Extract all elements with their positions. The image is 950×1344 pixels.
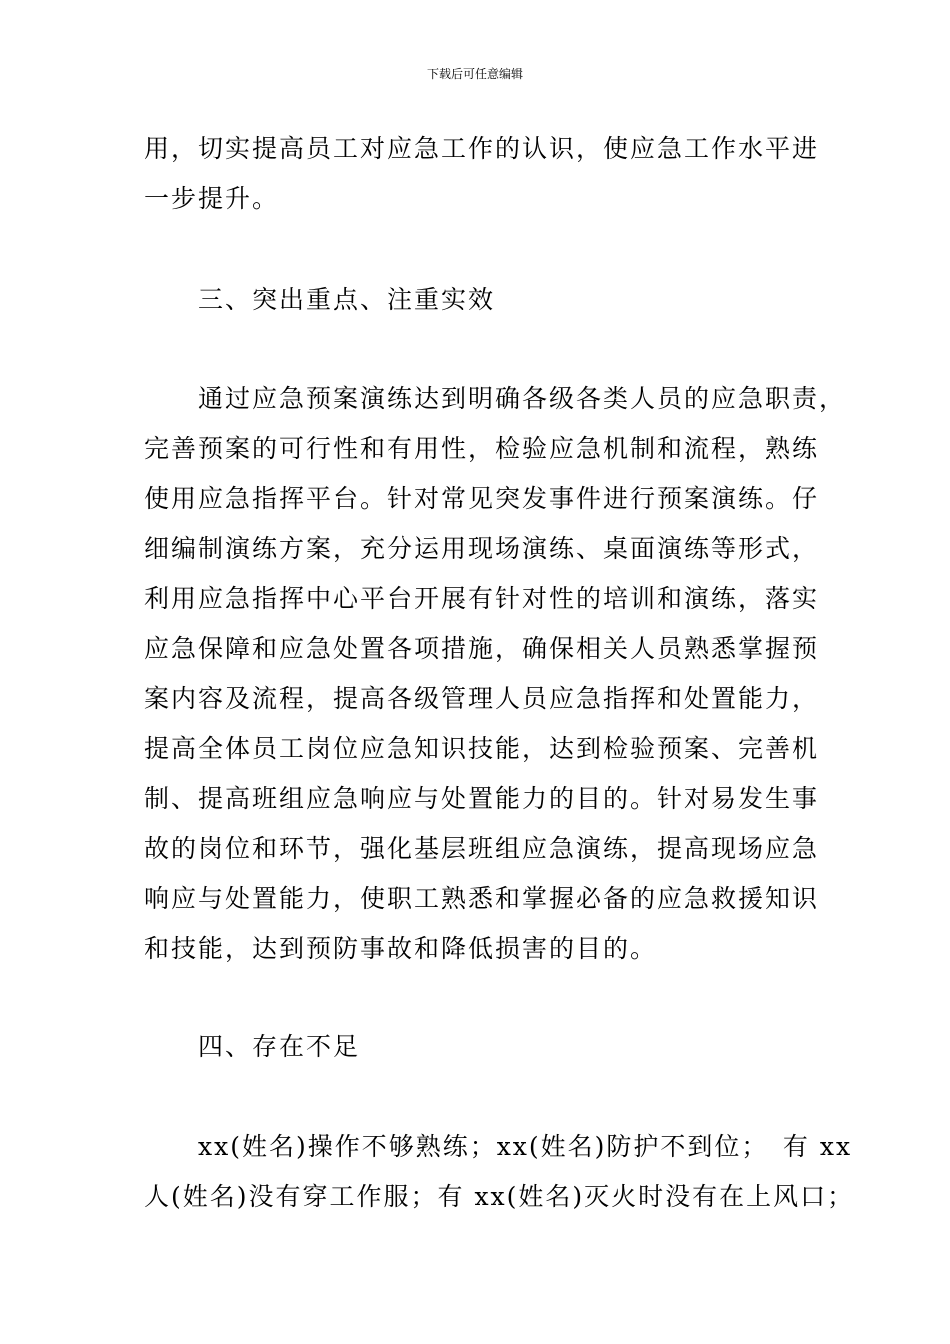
paragraph-line: 应急保障和应急处置各项措施，确保相关人员熟悉掌握预: [144, 634, 820, 663]
paragraph-line: 制、提高班组应急响应与处置能力的目的。针对易发生事: [144, 784, 820, 813]
paragraph-line: 和技能，达到预防事故和降低损害的目的。: [144, 934, 658, 963]
paragraph-line: 细编制演练方案，充分运用现场演练、桌面演练等形式，: [144, 534, 820, 563]
paragraph-section-3: [144, 374, 847, 974]
paragraph-line: 故的岗位和环节，强化基层班组应急演练，提高现场应急: [144, 834, 820, 863]
paragraph-section-4: [144, 1122, 855, 1222]
paragraph-line: 案内容及流程，提高各级管理人员应急指挥和处置能力，: [144, 684, 820, 713]
page-header: 下载后可任意编辑: [426, 67, 523, 81]
paragraph-line: 一步提升。: [144, 184, 280, 213]
paragraph-line: 响应与处置能力，使职工熟悉和掌握必备的应急救援知识: [144, 884, 820, 913]
paragraph-line: xx(姓名)操作不够熟练；xx(姓名)防护不到位； 有 xx: [198, 1132, 853, 1161]
paragraph-line: 提高全体员工岗位应急知识技能，达到检验预案、完善机: [144, 734, 820, 763]
paragraph-line: 使用应急指挥平台。针对常见突发事件进行预案演练。仔: [144, 484, 820, 513]
paragraph-line: 利用应急指挥中心平台开展有针对性的培训和演练，落实: [144, 584, 820, 613]
paragraph-continued: [144, 124, 820, 224]
paragraph-line: 完善预案的可行性和有用性，检验应急机制和流程，熟练: [144, 434, 820, 463]
paragraph-line: 人(姓名)没有穿工作服；有 xx(姓名)灭火时没有在上风口；: [144, 1182, 855, 1211]
paragraph-line: 通过应急预案演练达到明确各级各类人员的应急职责，: [198, 384, 847, 413]
section-heading-3: 三、突出重点、注重实效: [198, 285, 496, 314]
paragraph-line: 用，切实提高员工对应急工作的认识，使应急工作水平进: [144, 134, 820, 163]
section-heading-4: 四、存在不足: [198, 1032, 361, 1061]
